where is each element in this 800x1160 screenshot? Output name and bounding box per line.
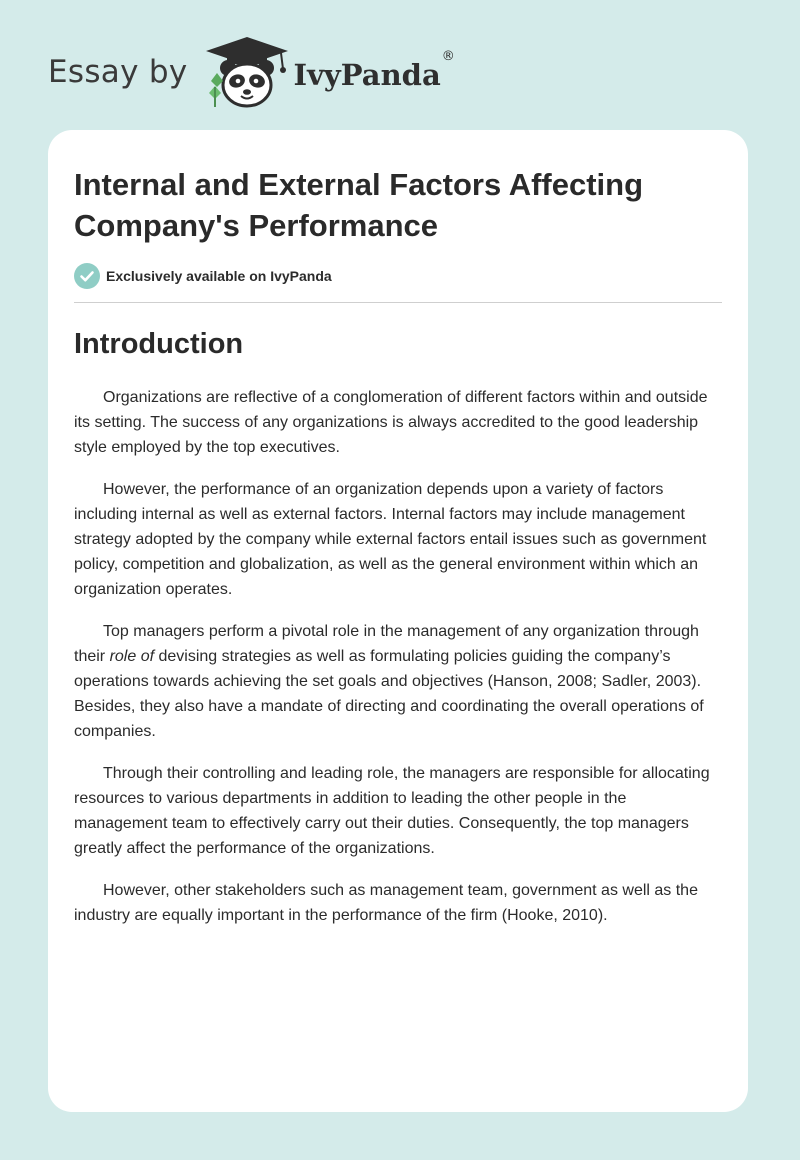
- trademark-symbol: ®: [441, 49, 455, 65]
- essay-body: [74, 385, 724, 945]
- essay-title: Internal and External Factors Affecting Company's Performance: [74, 167, 644, 243]
- divider: [74, 302, 722, 303]
- panda-graduate-icon: [202, 35, 292, 111]
- paragraph-3-end: devising strategies as well as formulating policies guiding the company’s operations towards achieving the set goals and objectives (Hanson, 2008; Sadler, 2003). Besides, they also have a mandate of directing and coordinating the overall operations of companies.: [74, 648, 704, 740]
- section-heading: Introduction: [74, 328, 244, 360]
- check-circle-icon: [74, 263, 100, 289]
- paragraph-3-emphasis: role of: [109, 648, 155, 665]
- paragraph-4: Through their controlling and leading role, the managers are responsible for allocating resources to various departments in addition to leading the other people in the management team to effectively carry out their duties. Consequently, the top managers greatly affect the performance of the organizations.: [74, 765, 710, 857]
- brand-name: IvyPanda: [293, 58, 441, 92]
- paragraph-2: However, the performance of an organization depends upon a variety of factors including internal as well as external factors. Internal factors may include management strategy adopted by the company while external factors entail issues such as government policy, competition and globalization, as well as the general environment within which an organization operates.: [74, 481, 707, 598]
- ivypanda-wordmark: [293, 49, 455, 92]
- exclusive-badge-label: Exclusively available on IvyPanda: [106, 268, 332, 284]
- site-header[interactable]: [48, 34, 455, 112]
- paragraph-5: However, other stakeholders such as management team, government as well as the industry are equally important in the performance of the firm (Hooke, 2010).: [74, 882, 698, 924]
- essay-by-label: Essay by: [48, 54, 188, 90]
- paragraph-1: Organizations are reflective of a conglomeration of different factors within and outside its setting. The success of any organizations is always accredited to the good leadership style employed by the top executives.: [74, 389, 708, 456]
- paragraph-3: [74, 619, 724, 744]
- essay-card: [48, 130, 748, 1112]
- paragraph-3-start: Top managers perform a pivotal role in the management of any organization through their: [74, 623, 699, 665]
- exclusive-badge: [74, 263, 332, 289]
